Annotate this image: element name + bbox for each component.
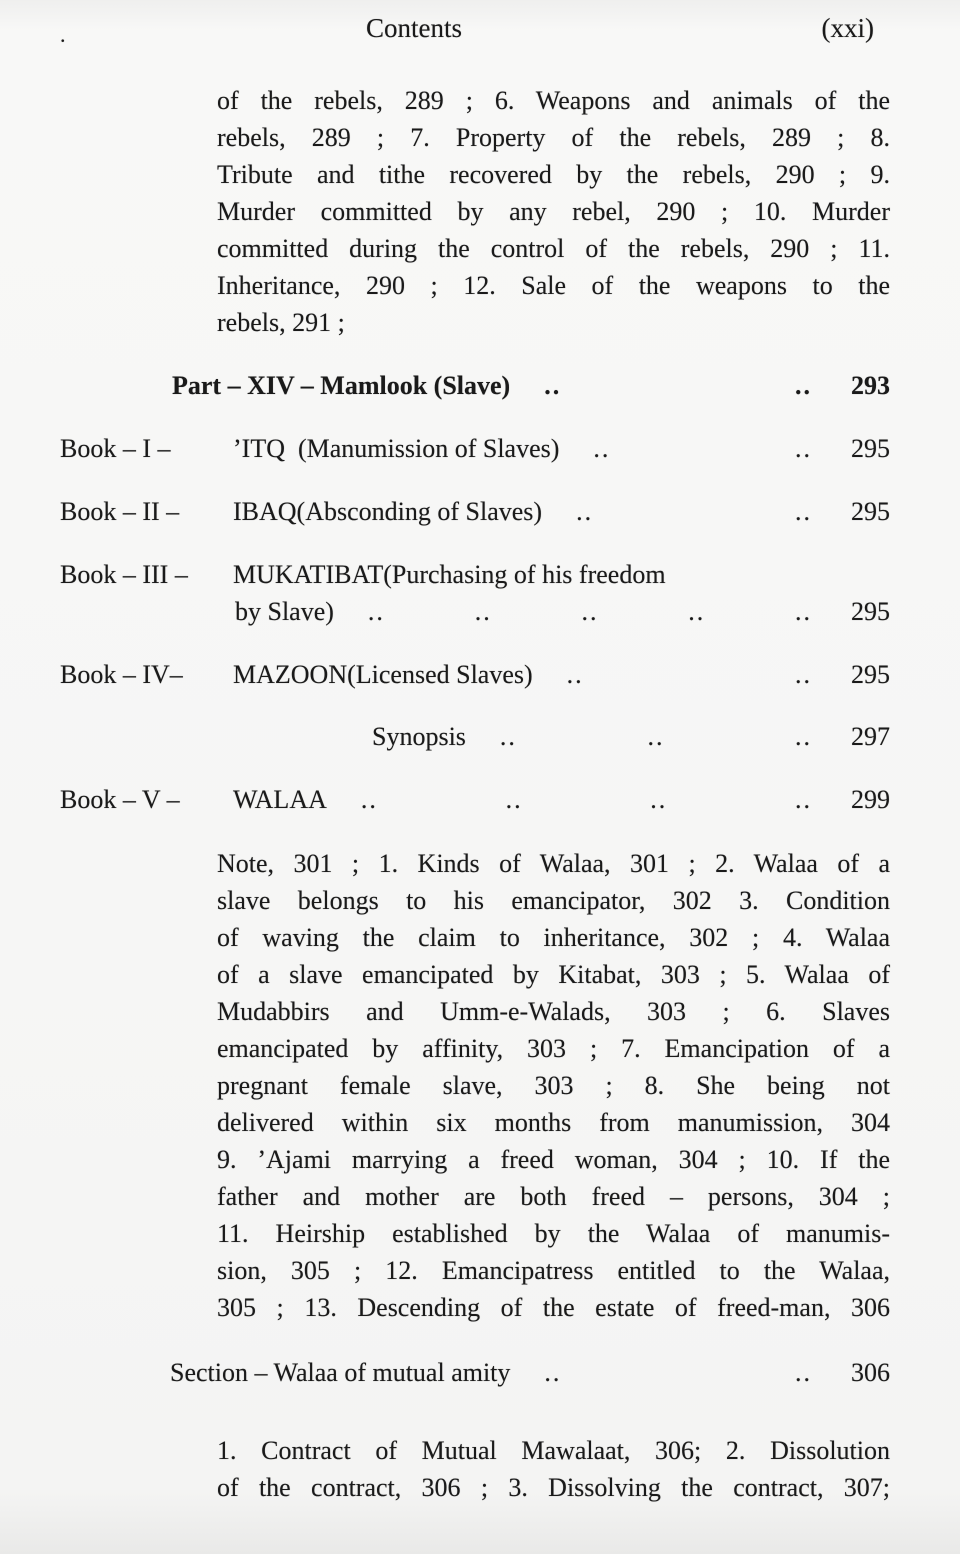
toc-page-number: 295	[851, 597, 890, 626]
leader-dot-group: ..	[505, 785, 523, 814]
leader-dot-group: ..	[795, 497, 812, 526]
toc-row	[372, 718, 890, 755]
leader-dot-group: ..	[474, 597, 492, 626]
toc-entries	[60, 367, 890, 818]
toc-entry-title: Section – Walaa of mutual amity	[170, 1358, 511, 1387]
leader-dot-group: ..	[794, 722, 812, 751]
leader-dot-group: ..	[647, 722, 665, 751]
paragraph-line: of the rebels, 289 ; 6. Weapons and animals of the	[217, 86, 890, 115]
paragraph-line: of the contract, 306 ; 3. Dissolving the contract, 307;	[217, 1473, 890, 1502]
leader-dot-group: ..	[576, 497, 594, 526]
toc-page-number: 299	[851, 785, 890, 814]
toc-book-label: Book – I –	[60, 434, 171, 463]
paragraph-line: emancipated by affinity, 303 ; 7. Emancipation of a	[217, 1034, 890, 1063]
toc-row	[60, 656, 890, 693]
toc-entry-title: Synopsis	[372, 722, 466, 751]
paragraph-line: father and mother are both freed – persons, 304 ;	[217, 1182, 890, 1211]
leader-dot-group: ..	[795, 660, 812, 689]
leader-dots	[334, 593, 824, 630]
toc-book-label: Book – V –	[60, 785, 180, 814]
toc-entry-title: MUKATIBAT(Purchasing of his freedom	[233, 560, 666, 589]
paragraph-line: Inheritance, 290 ; 12. Sale of the weapons to the	[217, 271, 890, 300]
paragraph-line: 305 ; 13. Descending of the estate of freed-man, 306	[217, 1293, 890, 1322]
leader-dot-group: ..	[794, 785, 812, 814]
leader-dot-group: ..	[795, 371, 812, 400]
toc-book-label: Book – IV–	[60, 660, 183, 689]
toc-row	[60, 556, 890, 593]
toc-page-number: 295	[851, 497, 890, 526]
toc-book-label: Book – II –	[60, 497, 180, 526]
leader-dot-group: ..	[688, 597, 706, 626]
paragraph-line: 9. ’Ajami marrying a freed woman, 304 ; 10. If the	[217, 1145, 890, 1174]
toc-entry-title: by Slave)	[235, 597, 334, 626]
leader-dot-group: ..	[795, 1358, 812, 1387]
toc-row	[60, 781, 890, 818]
toc-entry-title: IBAQ(Absconding of Slaves)	[233, 497, 543, 526]
toc-section-entry	[60, 1354, 890, 1391]
page-header	[60, 10, 890, 46]
page-title: Contents	[366, 13, 463, 43]
toc-row	[60, 493, 890, 530]
toc-entry-title: WALAA	[233, 785, 327, 814]
paragraph-line: Note, 301 ; 1. Kinds of Walaa, 301 ; 2. Walaa of a	[217, 849, 890, 878]
folio-page-number: (xxi)	[821, 13, 874, 43]
leader-dots	[510, 367, 824, 404]
toc-page-number: 306	[851, 1358, 890, 1387]
toc-page-number: 295	[851, 434, 890, 463]
paragraph-rebels-synopsis	[217, 82, 890, 341]
leader-dots	[466, 718, 824, 755]
paragraph-line: 11. Heirship established by the Walaa of manumis-	[217, 1219, 890, 1248]
paragraph-line: Murder committed by any rebel, 290 ; 10. Murder	[217, 197, 890, 226]
paragraph-line: Tribute and tithe recovered by the rebels, 290 ; 9.	[217, 160, 890, 189]
leader-dot-group: ..	[566, 660, 584, 689]
leader-dot-group: ..	[544, 371, 562, 400]
leader-dots	[510, 1354, 824, 1391]
toc-entry-title: MAZOON(Licensed Slaves)	[233, 660, 533, 689]
leader-dot-group: ..	[499, 722, 517, 751]
toc-row	[172, 367, 890, 404]
paragraph-mawalaat-synopsis	[217, 1432, 890, 1506]
stray-mark: .	[60, 22, 66, 47]
toc-entry-title: Part – XIV – Mamlook (Slave)	[172, 371, 511, 400]
toc-row	[170, 1354, 890, 1391]
leader-dot-group: ..	[360, 785, 378, 814]
paragraph-walaa-synopsis	[217, 845, 890, 1326]
toc-row	[60, 430, 890, 467]
leader-dot-group: ..	[795, 434, 812, 463]
toc-page-number: 293	[851, 371, 890, 400]
toc-page-number: 295	[851, 660, 890, 689]
toc-page-number: 297	[851, 722, 890, 751]
paragraph-line: rebels, 289 ; 7. Property of the rebels, 289 ; 8.	[217, 123, 890, 152]
paragraph-line: committed during the control of the rebels, 290 ; 11.	[217, 234, 890, 263]
paragraph-line: rebels, 291 ;	[217, 308, 345, 337]
toc-row	[235, 593, 890, 630]
toc-book-label: Book – III –	[60, 560, 188, 589]
paragraph-line: sion, 305 ; 12. Emancipatress entitled to the Walaa,	[217, 1256, 890, 1285]
paragraph-line: delivered within six months from manumission, 304	[217, 1108, 890, 1137]
paragraph-line: 1. Contract of Mutual Mawalaat, 306; 2. Dissolution	[217, 1436, 890, 1465]
leader-dots	[542, 493, 824, 530]
leader-dot-group: ..	[593, 434, 611, 463]
leader-dots	[533, 656, 824, 693]
leader-dot-group: ..	[581, 597, 599, 626]
paragraph-line: slave belongs to his emancipator, 302 3. Condition	[217, 886, 890, 915]
leader-dot-group: ..	[367, 597, 385, 626]
leader-dots	[559, 430, 824, 467]
toc-entry-title: ’ITQ (Manumission of Slaves)	[233, 434, 560, 463]
leader-dot-group: ..	[794, 597, 812, 626]
leader-dot-group: ..	[544, 1358, 562, 1387]
paragraph-line: of waving the claim to inheritance, 302 ; 4. Walaa	[217, 923, 890, 952]
leader-dots	[327, 781, 824, 818]
paragraph-line: of a slave emancipated by Kitabat, 303 ; 5. Walaa of	[217, 960, 890, 989]
leader-dot-group: ..	[650, 785, 668, 814]
paragraph-line: Mudabbirs and Umm-e-Walads, 303 ; 6. Slaves	[217, 997, 890, 1026]
paragraph-line: pregnant female slave, 303 ; 8. She being not	[217, 1071, 890, 1100]
